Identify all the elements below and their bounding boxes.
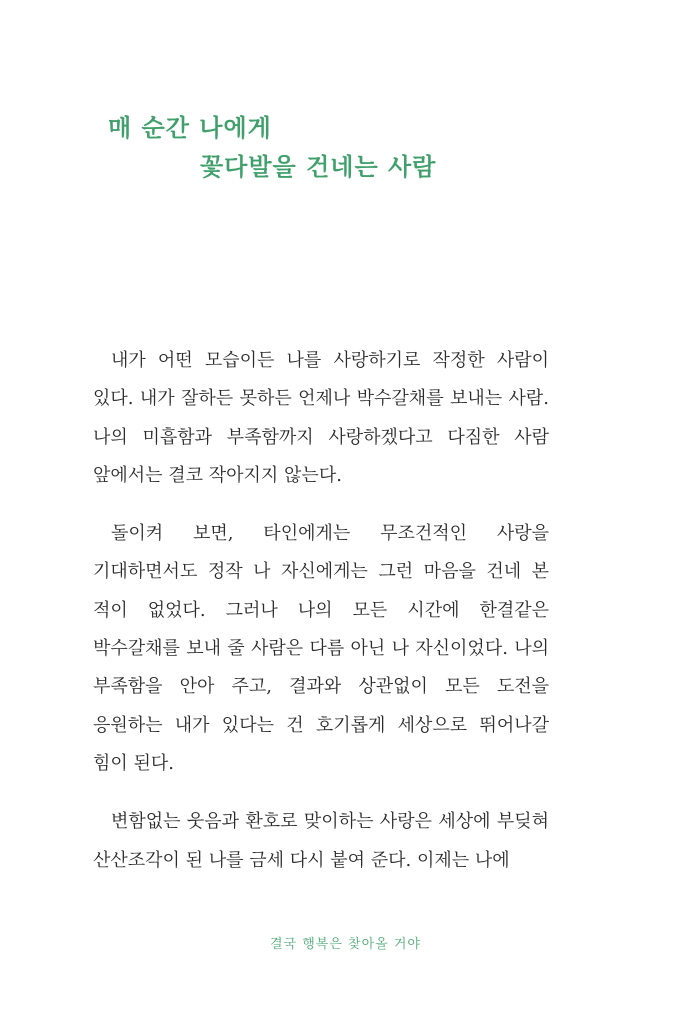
paragraph-3: 변함없는 웃음과 환호로 맞이하는 사랑은 세상에 부딪혀 산산조각이 된 나를 금세 다시 붙여 준다. 이제는 나에: [93, 811, 549, 871]
body-text: [93, 342, 549, 900]
paragraph-1: 내가 어떤 모습이든 나를 사랑하기로 작정한 사람이 있다. 내가 잘하든 못하든 언제나 박수갈채를 보내는 사람. 나의 미흡함과 부족함까지 사랑하겠다고 다짐한 사람 앞에서는 결코 작아지지 않는다.: [93, 350, 549, 486]
running-footer-book-title: 결국 행복은 찾아올 거야: [270, 937, 421, 952]
chapter-heading-line-2: 꽃다발을 건네는 사람: [200, 153, 437, 181]
chapter-heading-line-1: 매 순간 나에게: [108, 114, 272, 142]
paragraph-2: 돌이켜 보면, 타인에게는 무조건적인 사랑을 기대하면서도 정작 나 자신에게는 그런 마음을 건네 본 적이 없었다. 그러나 나의 모든 시간에 한결같은 박수갈채를 보내 줄 사람은 다름 아닌 나 자신이었다. 나의 부족함을 안아 주고, 결과와 상관없이 모든 도전을 응원하는 내가 있다는 건 호기롭게 세상으로 뛰어나갈 힘이 된다.: [93, 523, 549, 774]
